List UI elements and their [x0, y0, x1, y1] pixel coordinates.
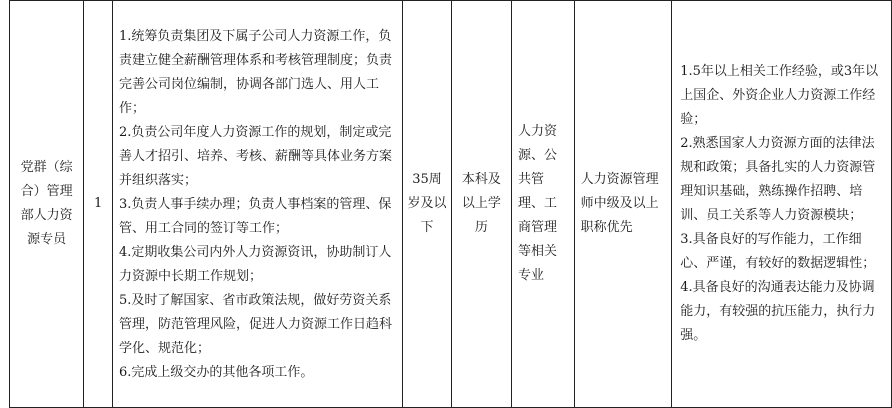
duty-item: 2.负责公司年度人力资源工作的规划，制定或完善人才招引、培养、考核、薪酬等具体业务方案并组织落实；	[118, 125, 392, 188]
job-requirements-table	[9, 0, 892, 408]
age-cell: 35周岁及以下	[403, 1, 452, 408]
certificate-cell: 人力资源管理师中级及以上职称优先	[574, 1, 672, 408]
requirement-item: 4.具备良好的沟通表达能力及协调能力，有较强的抗压能力，执行力强。	[680, 280, 876, 343]
headcount-cell: 1	[84, 1, 113, 408]
requirement-item: 3.具备良好的写作能力，工作细心、严谨，有较好的数据逻辑性；	[680, 232, 876, 271]
duty-item: 5.及时了解国家、省市政策法规，做好劳资关系管理，防范管理风险，促进人力资源工作日趋科学化、规范化；	[118, 293, 392, 356]
requirements-cell	[672, 1, 892, 408]
education-cell: 本科及以上学历	[451, 1, 511, 408]
duty-item: 3.负责人事手续办理；负责人事档案的管理、保管、用工合同的签订等工作；	[118, 197, 392, 236]
requirement-item: 1.5年以上相关工作经验，或3年以上国企、外资企业人力资源工作经验；	[680, 64, 879, 127]
requirement-item: 2.熟悉国家人力资源方面的法律法规和政策；具备扎实的人力资源管理知识基础，熟练操作招聘、培训、员工关系等人力资源模块；	[680, 136, 876, 223]
duty-item: 6.完成上级交办的其他各项工作。	[118, 365, 314, 380]
major-cell: 人力资源、公共管理、工商管理等相关专业	[512, 1, 575, 408]
department-cell: 党群（综合）管理部人力资源专员	[10, 1, 84, 408]
duties-cell	[112, 1, 402, 408]
duty-item: 4.定期收集公司内外人力资源资讯，协助制订人力资源中长期工作规划；	[118, 245, 392, 284]
duty-item: 1.统筹负责集团及下属子公司人力资源工作，负责建立健全薪酬管理体系和考核管理制度；负责完善公司岗位编制，协调各部门选人、用人工作；	[118, 29, 392, 116]
table-row	[10, 1, 892, 408]
